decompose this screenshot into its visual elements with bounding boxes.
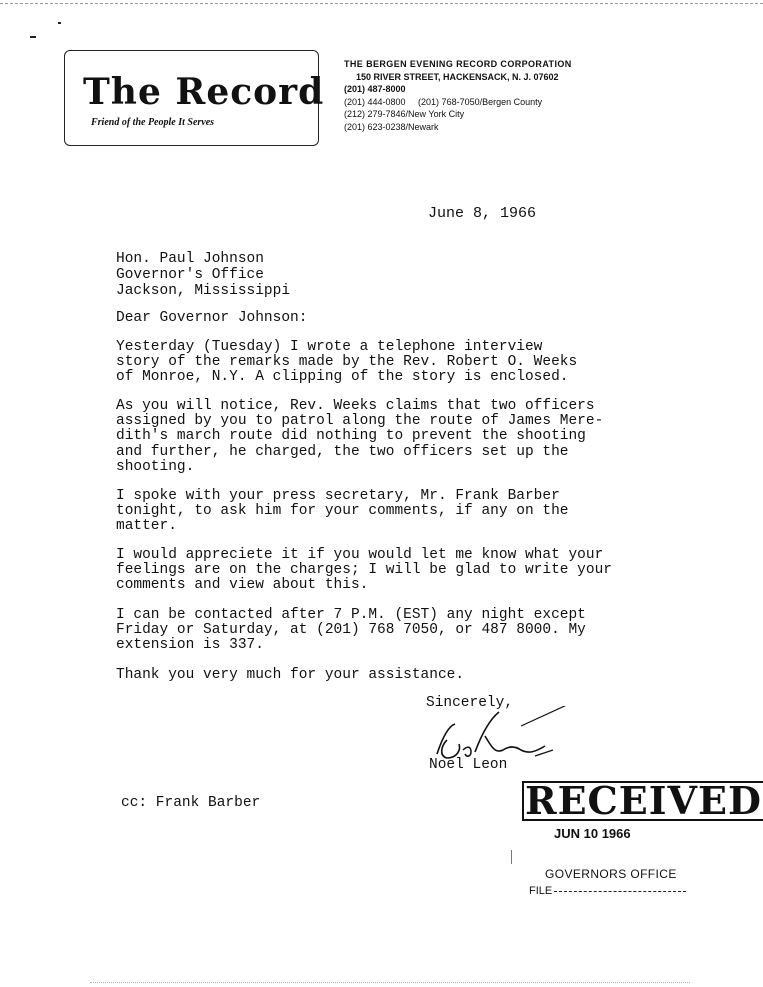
carbon-copy-line: cc: Frank Barber [121, 795, 261, 811]
received-stamp [522, 778, 763, 823]
received-stamp-text: RECEIVED [522, 781, 763, 821]
corporation-name: THE BERGEN EVENING RECORD CORPORATION [344, 59, 572, 69]
letter-date: June 8, 1966 [428, 205, 537, 222]
body-paragraph [116, 668, 656, 683]
paragraph-text: I spoke with your press secretary, Mr. Frank Barber tonight, to ask him for your comments, if any on the matter. [116, 488, 569, 535]
phone-line: (201) 444-0800 (201) 768-7050/Bergen County [344, 96, 543, 107]
phone-line: (201) 487-8000 [344, 84, 406, 95]
typed-signer-name: Noel Leon [429, 757, 508, 773]
received-stamp-file [529, 885, 686, 897]
phone-line: (212) 279-7846/New York City [344, 109, 465, 120]
recipient-line: Hon. Paul Johnson [116, 251, 264, 267]
salutation: Dear Governor Johnson: [116, 310, 308, 326]
scan-speck [58, 22, 61, 24]
masthead-slogan: Friend of the People It Serves [91, 117, 215, 128]
recipient-line: Governor's Office [116, 267, 264, 283]
closing: Sincerely, [426, 695, 514, 711]
corporation-letterhead [344, 58, 572, 134]
paragraph-text: I would appreciete it if you would let me know what your feelings are on the charges; I will be glad to write your comments and view about this. [116, 547, 612, 594]
file-label: FILE [529, 885, 553, 897]
paragraph-text: Yesterday (Tuesday) I wrote a telephone interview story of the remarks made by the Rev. Robert O. Weeks of Monroe, N.Y. A clipping of the story is enclosed. [116, 339, 578, 386]
body-paragraph [116, 489, 656, 535]
body-paragraph [116, 548, 656, 594]
corporation-address: 150 RIVER STREET, HACKENSACK, N. J. 07602 [356, 71, 559, 82]
body-paragraph [116, 608, 656, 654]
body-paragraph [116, 399, 656, 475]
recipient-line: Jackson, Mississippi [116, 283, 291, 299]
received-stamp-office: GOVERNORS OFFICE [545, 867, 677, 881]
paragraph-text: Thank you very much for your assistance. [116, 667, 465, 683]
recipient-address [116, 251, 290, 299]
received-stamp-date: JUN 10 1966 [554, 826, 631, 841]
top-dotted-border [0, 3, 763, 4]
phone-line: (201) 623-0238/Newark [344, 121, 439, 132]
body-paragraph [116, 340, 656, 386]
newspaper-masthead [64, 50, 325, 146]
paragraph-text: As you will notice, Rev. Weeks claims that two officers assigned by you to patrol along the route of James Mere- dith's march route did nothing to prevent the shooting and further, he charged, the two officers set up the shooting. [116, 398, 604, 475]
paragraph-text: I can be contacted after 7 P.M. (EST) any night except Friday or Saturday, at (201) 768 7050, or 487 8000. My extension is 337. [116, 607, 586, 654]
scan-speck [30, 36, 36, 38]
masthead-title: The Record [83, 71, 325, 113]
file-blank-line [554, 891, 686, 892]
bottom-dotted-border [90, 982, 690, 983]
scan-speck [511, 850, 512, 864]
